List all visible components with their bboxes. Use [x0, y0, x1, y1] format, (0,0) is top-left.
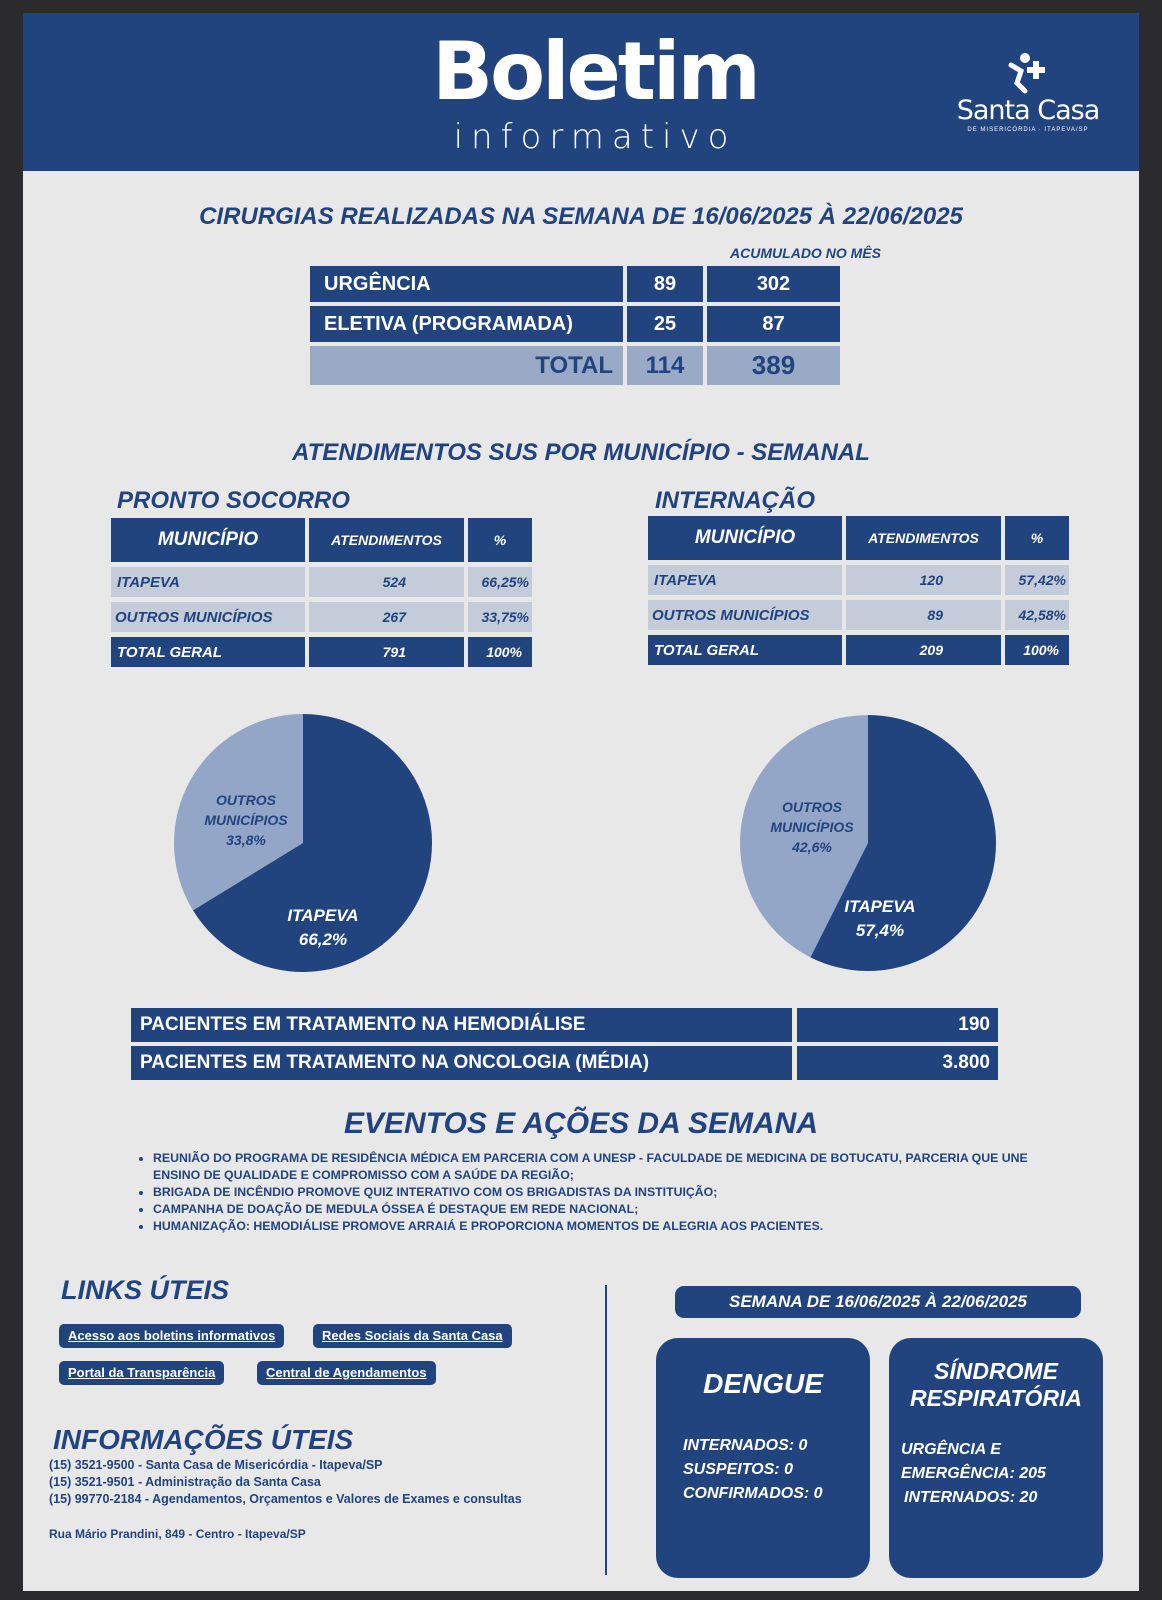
surgery-month-urgencia: 302: [707, 266, 840, 302]
vertical-divider: [605, 1285, 607, 1575]
int-row-itapeva-pct: 57,42%: [1005, 565, 1069, 595]
int-total-name: TOTAL GERAL: [648, 635, 842, 665]
dengue-confirmados: CONFIRMADOS: 0: [683, 1485, 823, 1502]
ps-row-outros-name: OUTROS MUNICÍPIOS: [111, 602, 305, 632]
int-pie-itapeva-value: 57,4%: [855, 921, 905, 940]
ps-pie-outros-value: 33,8%: [226, 832, 266, 848]
bulletin-sheet: [23, 13, 1139, 1591]
surgery-total-label: TOTAL: [310, 346, 623, 385]
ps-pie-itapeva-label: ITAPEVA: [287, 906, 359, 925]
info-title: INFORMAÇÕES ÚTEIS: [53, 1424, 354, 1455]
week-badge: SEMANA DE 16/06/2025 À 22/06/2025: [675, 1286, 1081, 1318]
hemodialise-label: PACIENTES EM TRATAMENTO NA HEMODIÁLISE: [131, 1008, 792, 1042]
link-boletins[interactable]: Acesso aos boletins informativos: [59, 1324, 284, 1348]
ps-row-itapeva-count: 524: [309, 567, 464, 597]
sindrome-emergencia: EMERGÊNCIA: 205: [901, 1465, 1046, 1482]
surgery-week-eletiva: 25: [627, 306, 703, 342]
dengue-internados: INTERNADOS: 0: [683, 1437, 808, 1454]
int-pie-chart: [728, 713, 1018, 993]
int-row-outros-pct: 42,58%: [1005, 600, 1069, 630]
surgery-type-eletiva: ELETIVA (PROGRAMADA): [310, 306, 623, 342]
ps-pie-outros-label-1: OUTROS: [216, 792, 276, 808]
sus-title: ATENDIMENTOS SUS POR MUNICÍPIO - SEMANAL: [292, 439, 870, 466]
surgery-month-eletiva: 87: [707, 306, 840, 342]
events-list: [137, 1150, 1037, 1235]
int-header-municipio: MUNICÍPIO: [648, 516, 842, 560]
ps-row-itapeva-name: ITAPEVA: [111, 567, 305, 597]
sindrome-card: [889, 1338, 1103, 1578]
ps-row-outros-count: 267: [309, 602, 464, 632]
int-pie-outros-value: 42,6%: [792, 839, 832, 855]
logo-name: Santa Casa: [956, 95, 1100, 126]
ps-pie-chart: [163, 713, 453, 993]
event-item: • HUMANIZAÇÃO: HEMODIÁLISE PROMOVE ARRAIÁ E PROPORCIONA MOMENTOS DE ALEGRIA AOS PACIENTES.: [153, 1218, 1037, 1235]
int-row-outros-count: 89: [846, 600, 1001, 630]
links-title: LINKS ÚTEIS: [61, 1275, 230, 1305]
int-total-pct: 100%: [1005, 635, 1069, 665]
dengue-title: DENGUE: [703, 1368, 823, 1399]
surgery-type-urgencia: URGÊNCIA: [310, 266, 623, 302]
ps-row-outros-pct: 33,75%: [468, 602, 532, 632]
logo-tagline: DE MISERICÓRDIA · ITAPEVA/SP: [967, 127, 1089, 133]
ps-row-itapeva-pct: 66,25%: [468, 567, 532, 597]
int-pie-outros-label-2: MUNICÍPIOS: [770, 819, 854, 835]
sindrome-urgencia-label: URGÊNCIA E: [901, 1441, 1001, 1458]
link-redes-sociais[interactable]: Redes Sociais da Santa Casa: [313, 1324, 512, 1348]
int-row-itapeva-count: 120: [846, 565, 1001, 595]
ps-total-pct: 100%: [468, 637, 532, 667]
surgery-total-week: 114: [627, 346, 703, 385]
pronto-socorro-title: PRONTO SOCORRO: [117, 487, 350, 514]
info-address: Rua Mário Prandini, 849 - Centro - Itapeva/SP: [49, 1527, 306, 1541]
surgeries-title: CIRURGIAS REALIZADAS NA SEMANA DE 16/06/2025 À 22/06/2025: [199, 203, 963, 230]
santa-casa-logo: [953, 51, 1103, 141]
ps-total-count: 791: [309, 637, 464, 667]
events-title: EVENTOS E AÇÕES DA SEMANA: [344, 1107, 818, 1140]
int-header-pct: %: [1005, 516, 1069, 560]
cross-figure-icon: [953, 51, 1103, 95]
header-banner: [23, 13, 1139, 171]
bulletin-subtitle: informativo: [453, 117, 737, 157]
int-pie-itapeva-label: ITAPEVA: [844, 897, 916, 916]
ps-header-atendimentos: ATENDIMENTOS: [309, 518, 464, 562]
sindrome-title-line-2: RESPIRATÓRIA: [909, 1385, 1083, 1411]
int-row-itapeva-name: ITAPEVA: [648, 565, 842, 595]
event-item: • CAMPANHA DE DOAÇÃO DE MEDULA ÓSSEA É DESTAQUE EM REDE NACIONAL;: [153, 1201, 1037, 1218]
info-phone-administracao: (15) 3521-9501 - Administração da Santa Casa: [49, 1475, 321, 1489]
bulletin-title: Boletim: [432, 25, 758, 118]
surgery-total-month: 389: [707, 346, 840, 385]
link-agendamentos[interactable]: Central de Agendamentos: [257, 1361, 436, 1385]
accumulated-label: ACUMULADO NO MÊS: [730, 245, 881, 261]
ps-header-pct: %: [468, 518, 532, 562]
dengue-stats: [683, 1434, 823, 1506]
info-phone-agendamentos: (15) 99770-2184 - Agendamentos, Orçamentos e Valores de Exames e consultas: [49, 1492, 522, 1506]
sindrome-stats: [901, 1438, 1046, 1510]
oncologia-label: PACIENTES EM TRATAMENTO NA ONCOLOGIA (MÉDIA): [131, 1046, 792, 1080]
int-total-count: 209: [846, 635, 1001, 665]
surgery-week-urgencia: 89: [627, 266, 703, 302]
ps-header-municipio: MUNICÍPIO: [111, 518, 305, 562]
dengue-card: [656, 1338, 870, 1578]
internacao-title: INTERNAÇÃO: [655, 487, 815, 514]
oncologia-value: 3.800: [797, 1046, 998, 1080]
event-item: • BRIGADA DE INCÊNDIO PROMOVE QUIZ INTERATIVO COM OS BRIGADISTAS DA INSTITUIÇÃO;: [153, 1184, 1037, 1201]
int-pie-outros-label-1: OUTROS: [782, 799, 842, 815]
sindrome-internados: INTERNADOS: 20: [904, 1489, 1038, 1506]
int-header-atendimentos: ATENDIMENTOS: [846, 516, 1001, 560]
event-item: • REUNIÃO DO PROGRAMA DE RESIDÊNCIA MÉDICA EM PARCERIA COM A UNESP - FACULDADE DE MEDICINA DE BOTUCATU, PARCERIA QUE UNE ENSINO DE QUALIDADE E COMPROMISSO COM A SAÚDE DA REGIÃO;: [153, 1150, 1037, 1184]
ps-pie-outros-label-2: MUNICÍPIOS: [204, 812, 288, 828]
hemodialise-value: 190: [797, 1008, 998, 1042]
link-transparencia[interactable]: Portal da Transparência: [59, 1361, 224, 1385]
sindrome-title: [889, 1358, 1103, 1412]
ps-total-name: TOTAL GERAL: [111, 637, 305, 667]
ps-pie-itapeva-value: 66,2%: [298, 930, 348, 949]
int-row-outros-name: OUTROS MUNICÍPIOS: [648, 600, 842, 630]
sindrome-title-line-1: SÍNDROME: [934, 1358, 1058, 1384]
info-phone-santa-casa: (15) 3521-9500 - Santa Casa de Misericórdia - Itapeva/SP: [49, 1458, 383, 1472]
dengue-suspeitos: SUSPEITOS: 0: [683, 1461, 793, 1478]
